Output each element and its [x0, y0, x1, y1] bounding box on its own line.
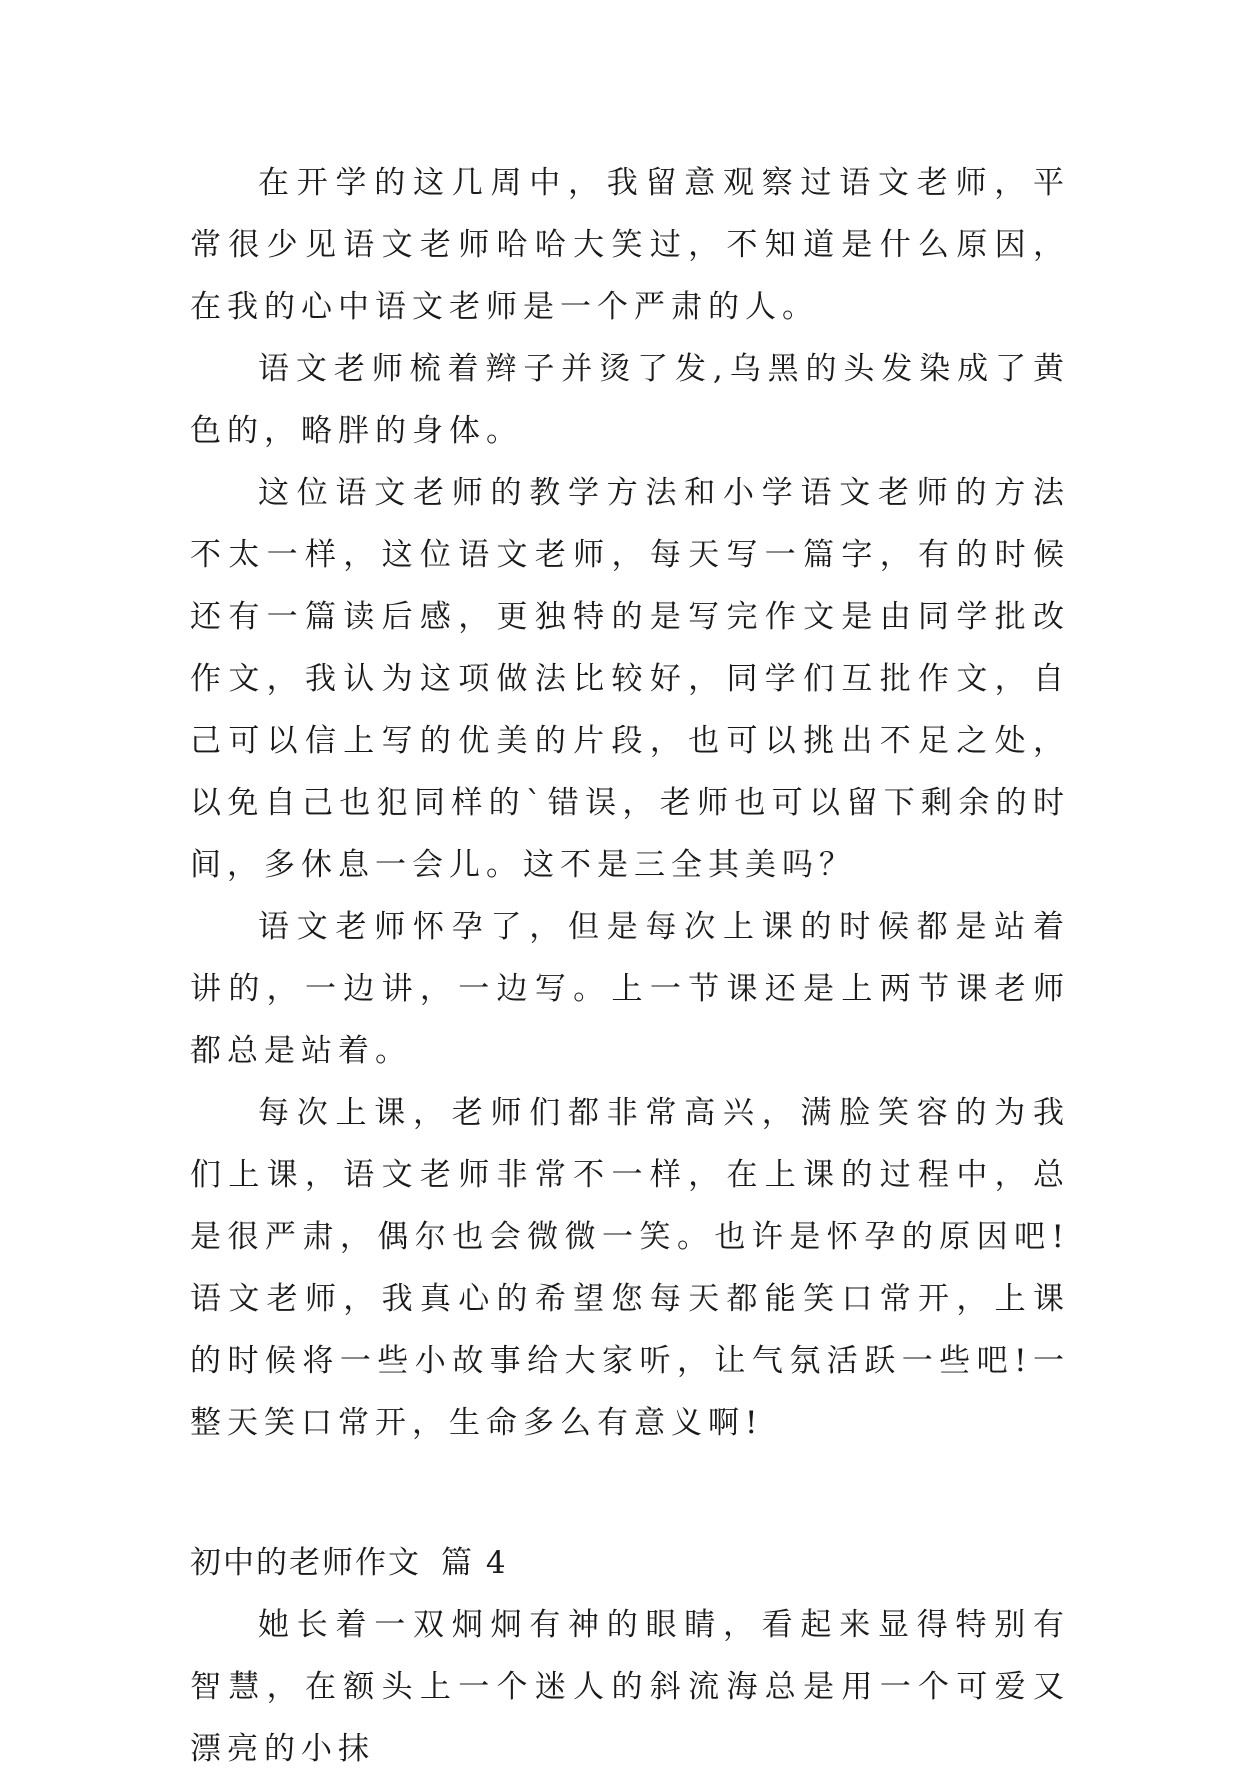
section-heading — [190, 1532, 1070, 1594]
paragraph-3: 这位语文老师的教学方法和小学语文老师的方法不太一样，这位语文老师，每天写一篇字，有的时候还有一篇读后感，更独特的是写完作文是由同学批改作文，我认为这项做法比较好，同学们互批作文，自己可以信上写的优美的片段，也可以挑出不足之处，以免自己也犯同样的`错误，老师也可以留下剩余的时间，多休息一会儿。这不是三全其美吗？ — [190, 475, 1070, 883]
section-paragraph-1: 她长着一双炯炯有神的眼睛，看起来显得特别有智慧，在额头上一个迷人的斜流海总是用一个可爱又漂亮的小抹 — [190, 1607, 1070, 1767]
section-number: 篇 4 — [441, 1545, 508, 1581]
paragraph-2: 语文老师梳着辫子并烫了发,乌黑的头发染成了黄色的，略胖的身体。 — [190, 351, 1070, 449]
document-body — [190, 152, 1070, 1780]
section-title: 初中的老师作文 — [190, 1545, 421, 1581]
paragraph-5: 每次上课，老师们都非常高兴，满脸笑容的为我们上课，语文老师非常不一样，在上课的过程中，总是很严肃，偶尔也会微微一笑。也许是怀孕的原因吧!语文老师，我真心的希望您每天都能笑口常开，上课的时候将一些小故事给大家听，让气氛活跃一些吧!一整天笑口常开，生命多么有意义啊! — [190, 1095, 1070, 1441]
paragraph-1: 在开学的这几周中，我留意观察过语文老师，平常很少见语文老师哈哈大笑过，不知道是什么原因，在我的心中语文老师是一个严肃的人。 — [190, 165, 1070, 325]
paragraph-4: 语文老师怀孕了，但是每次上课的时候都是站着讲的，一边讲，一边写。上一节课还是上两节课老师都总是站着。 — [190, 909, 1070, 1069]
